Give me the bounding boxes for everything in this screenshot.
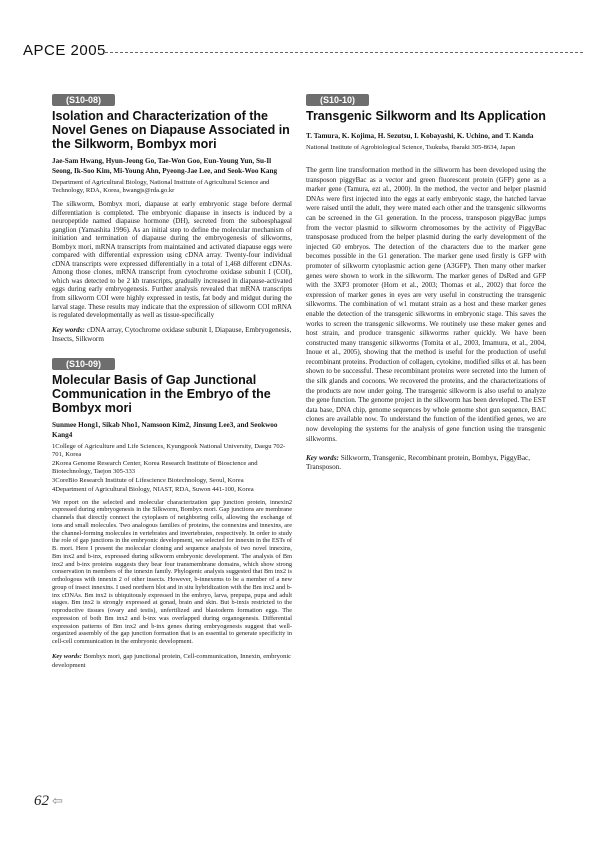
affiliation: 2Korea Genome Research Center, Korea Research Institute of Bioscience and Biotechnology, Taejon 305-333: [52, 459, 258, 475]
abstract-text: The germ line transformation method in the silkworm has been developed using the transposon piggyBac as a vector and green fluorescent protein (GFP) gene as a marker gene (Tamura, ezt al., 2000). In the method, the vector and helper plasmid DNAs were first injected into the eggs at early embryonic stage, the hatched larvae were raised until the adult, they were mated each other and the transgenic silkworms can be screened in the G1 generation. In the process, transposon piggyBac jumps from the vector plasmid to silkworm chromosomes by the activity of PiggyBac transposase produced from the helper plasmid during the early development of the injected G0 embryos. The detection of the characters due to the marker gene becomes possible in the G1 generation. The marker gene used firstly is GFP with promoter of silkworm cytoplasmic action gene (A3GFP). Then many other marker genes were shown to work in the silkworm. The marker genes of DsRed and GFP with the 3XP3 promoter (Horn et al., 2003; Thomas et al., 2002) that force the expression of marker genes in eyes are very useful in constructing the transgenic silkworms. The combination of w1 mutant strain as a host and these marker genes enable the detection of the transgenic silkworms in embryonic stage. This saves the works to screen the transgenic silkworms. We routinely use these maker genes and host strain, and produce transgenic silkworms rather quickly. We have been constructed many transgenic silkworms (Tomita et al., 2003, Imamura, et al., 2004, Inoue et al., 2005), showing that the method is useful for the production of useful recombinant proteins. Production of collagen, cytokine, modified silks et al. has been shown to be successful. These recombinant proteins were secreted into the lumen of the silk glands and cocoons. We recovered the proteins, and the characterizations of the products are now under going. The transgenic silkworm is also useful to analyze the gene function. The genome project in the silkworm has been developed. The EST data base, DNA chip, genome sequences by whole genome shot gun sequence, BAC clones are available now. To understand the function of the identified genes, we are now developing the systems for the analysis of gene function using the transgenic silkworms.: [306, 166, 546, 443]
author-list: T. Tamura, K. Kojima, H. Sezutsu, I. Kobayashi, K. Uchino, and T. Kanda: [306, 132, 534, 140]
left-arrow-icon: ⇦: [52, 793, 63, 808]
author-list: Jae-Sam Hwang, Hyun-Jeong Go, Tae-Won Goo, Eun-Young Yun, Su-Il Seong, Ik-Soo Kim, Mi-Young Ahn, Pyeong-Jae Lee, and Seok-Woo Kang: [52, 157, 278, 175]
session-tag: (S10-08): [52, 94, 115, 106]
abstract-text: The silkworm, Bombyx mori, diapause at early embryonic stage before dermal differentiation is completed. The embryonic diapause in insects is induced by a neuropeptide named diapause hormone (DH), secreted from the suboesphageal ganglion (Yamashita 1996). As an initial step to define the molecular mechanism of initiation and termination of diapause during the embryogenesis of silkworms, Bombyx mori, mRNA transcripts from maintained and activated diapause eggs were compared with differential expression using cDNA array. Twenty-four individual cDNA transcripts were expressed differentially in a total of 1,468 different cDNAs. Among those clones, mRNA transcript from cytochrome oxidase subunit I (COI), which was detected to be 2 kb transcripts, gradually increased in diapause-activated eggs during early embryogenesis. Further analysis revealed that mRNA transcripts from silkworm COI were highly expressed in testis, fat body and midgut during the larval stage. These results may indicate that the expression of silkworm COI mRNA is regulated developmentally as well as tissue-specifically: [52, 200, 292, 320]
page-header: [23, 42, 583, 62]
keywords-label: Key words:: [52, 652, 82, 660]
keywords-text: cDNA array, Cytochrome oxidase subunit I, Diapause, Embryogenesis, Insects, Silkworm: [52, 325, 292, 343]
abstract-section-s10-10: [306, 90, 546, 472]
keywords-text: Silkworm, Transgenic, Recombinant protein, Bombyx, PiggyBac, Transposon.: [306, 454, 531, 472]
author-list: Sunmee Hong1, Sikab Nho1, Namsoon Kim2, Jinsung Lee3, and Seokwoo Kang4: [52, 420, 278, 439]
left-column: [52, 90, 292, 680]
conference-name: APCE 2005: [23, 42, 106, 59]
article-title: Isolation and Characterization of the Novel Genes on Diapause Associated in the Silkworm, Bombyx mori: [52, 109, 290, 151]
abstract-section-s10-08: [52, 90, 292, 344]
affiliation: Department of Agricultural Biology, National Institute of Agricultural Science and Technology, RDA, Korea, hwangjs@rda.go.kr: [52, 179, 270, 194]
keywords-label: Key words:: [52, 325, 85, 334]
article-title: Molecular Basis of Gap Junctional Communication in the Embryo of the Bombyx mori: [52, 372, 271, 415]
keywords: [52, 326, 292, 344]
affiliation: National Institute of Agrobiological Science, Tsukuba, Ibaraki 305-8634, Japan: [306, 144, 516, 151]
keywords-label: Key words:: [306, 454, 339, 463]
abstract-section-s10-09: [52, 354, 292, 670]
right-column: [306, 90, 546, 482]
affiliation: 1College of Agriculture and Life Sciences, Kyungpook National University, Daegu 702-701, Korea: [52, 442, 286, 458]
keywords: [52, 652, 292, 670]
keywords: [306, 454, 546, 472]
session-tag: (S10-10): [306, 94, 369, 106]
abstract-text: We report on the selected and molecular characterization gap junction protein, innexin2 expressed during embryogenesis in the Silkworm, Bombyx mori. Gap junctions are membrane channels that directly connect the cytoplasm of neighboring cells, allowing the exchange of ions and small molecules. Two analogous families of proteins, the connexins and innexins, are the channel-forming molecules in vertebrates and invertebrates, respectively. In order to study the role of gap junctions in the embryonic development, we selected for innexin in the ESTs of B. mori. Here I present the molecular cloning and sequence analysis of two novel innexins, Bm inx2 and b-inx, expressed during silkworm embryonic development. The analysis of Bm inx2 and b-inx proteins suggests they bear four transmembrane domains, which show strong conservation in members of the innexin family. Phylogenic analysis suggested that Bm inx2 is orthologous with innexin 2 of other insects. However, b-innexems to be a member of a new group of insect innexins. I used northern blot and in situ hybridization with the Bm inx2 and b-inx cDNAs. Bm inx2 is ubiquitously expressed in the embryo, larva, prepupa, pupa and adult stages. Bm inx2 is strongly expressed at gonad, brain and skin. But b-inxis restricted to the reproductive tissues (ovary and testis), unfertilized and blastoderm formation eggs. The expression of both Bm inx2 and b-inx was overlapped during organogenesis. Differential expression patterns of Bm inx2 and b-inx genes during embryogenesis suggest that well-organized assembly of the gap junction formation that is an essential to generate specificity in cell-cell communication in the embryonic development.: [52, 498, 292, 646]
article-title: Transgenic Silkworm and Its Application: [306, 109, 546, 123]
page-footer: [34, 793, 63, 810]
affiliation: 4Department of Agricultural Biology, NIAST, RDA, Suwon 441-100, Korea: [52, 485, 254, 493]
session-tag: (S10-09): [52, 358, 115, 370]
page-number: 62: [34, 793, 49, 809]
affiliation: 3CoreBio Research Institute of Lifescience Biotechnology, Seoul, Korea: [52, 476, 244, 484]
header-rule: [105, 52, 583, 53]
keywords-text: Bombyx mori, gap junctional protein, Cell-communication, Innexin, embryonic development: [52, 652, 292, 669]
